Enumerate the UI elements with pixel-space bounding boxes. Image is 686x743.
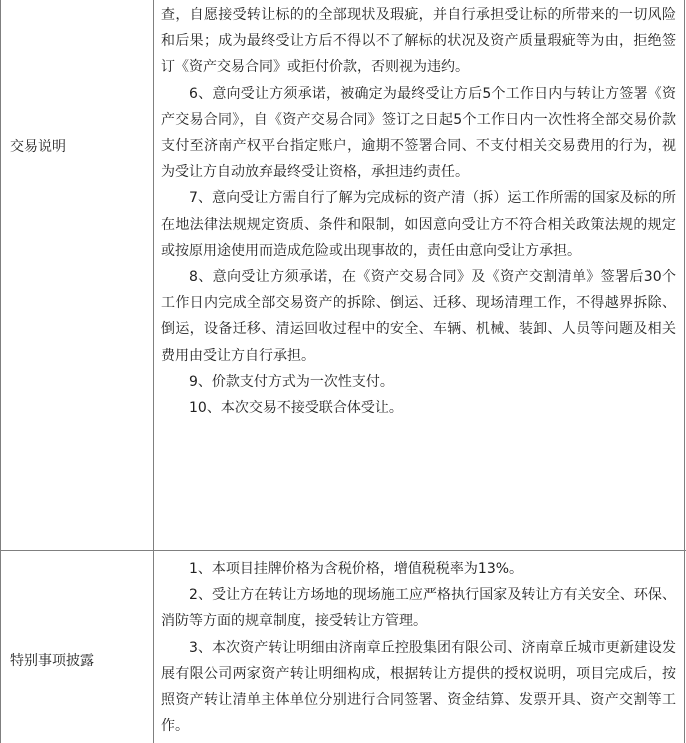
paragraph-item-7: 7、意向受让方需自行了解为完成标的资产清（拆）运工作所需的国家及标的所在地法律法规规定资质、条件和限制，如因意向受让方不符合相关政策法规的规定或按原用途使用而造成危险或出现事故的，责任由意向受让方承担。 [161, 190, 676, 259]
table-left-border [0, 0, 1, 743]
paragraph-item-9: 9、价款支付方式为一次性支付。 [189, 373, 394, 390]
table-column-divider [153, 0, 154, 743]
row-label-transaction-notes: 交易说明 [10, 139, 66, 155]
paragraph-item-10: 10、本次交易不接受联合体受让。 [189, 400, 403, 417]
special-disclosure-content [161, 556, 676, 739]
table-right-border [684, 0, 685, 743]
row-label-special-disclosure: 特别事项披露 [10, 653, 94, 669]
paragraph-item-8: 8、意向受让方须承诺，在《资产交易合同》及《资产交割清单》签署后30个工作日内完成全部交易资产的拆除、倒运、迁移、现场清理工作，不得越界拆除、倒运，设备迁移、清运回收过程中的安全、车辆、机械、装卸、人员等问题及相关费用由受让方自行承担。 [161, 269, 676, 364]
paragraph-continued: 查，自愿接受转让标的的全部现状及瑕疵，并自行承担受让标的所带来的一切风险和后果；成为最终受让方后不得以不了解标的状况及资产质量瑕疵等为由，拒绝签订《资产交易合同》或拒付价款，否则视为违约。 [161, 7, 676, 76]
paragraph-disclosure-2: 2、受让方在转让方场地的现场施工应严格执行国家及转让方有关安全、环保、消防等方面的规章制度，接受转让方管理。 [161, 587, 676, 630]
table-row-divider [0, 550, 686, 551]
paragraph-item-6: 6、意向受让方须承诺，被确定为最终受让方后5个工作日内与转让方签署《资产交易合同》，自《资产交易合同》签订之日起5个工作日内一次性将全部交易价款支付至济南产权平台指定账户，逾期不签署合同、不支付相关交易费用的行为，视为受让方自动放弃最终受让资格，承担违约责任。 [161, 85, 676, 181]
paragraph-disclosure-1: 1、本项目挂牌价格为含税价格，增值税税率为13%。 [189, 561, 524, 577]
transaction-notes-content [161, 2, 676, 421]
paragraph-disclosure-3: 3、本次资产转让明细由济南章丘控股集团有限公司、济南章丘城市更新建设发展有限公司两家资产转让明细构成，根据转让方提供的授权说明，项目完成后，按照资产转让清单主体单位分别进行合同签署、资金结算、发票开具、资产交割等工作。 [161, 639, 676, 735]
